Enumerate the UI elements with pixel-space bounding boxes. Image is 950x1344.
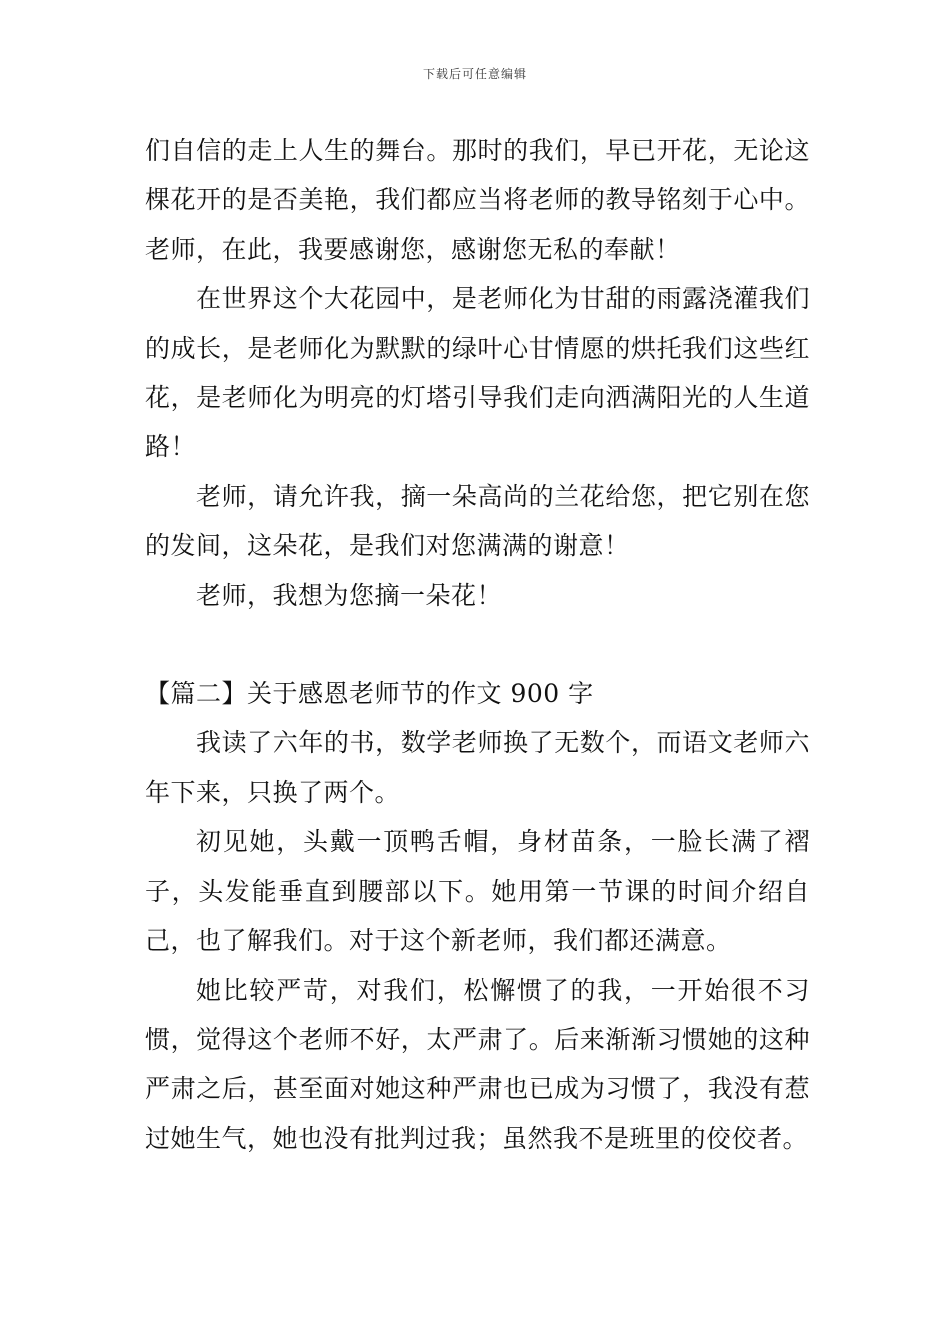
section-spacer bbox=[145, 620, 810, 669]
paragraph: 初见她，头戴一顶鸭舌帽，身材苗条，一脸长满了褶子，头发能垂直到腰部以下。她用第一节课的时间介绍自己，也了解我们。对于这个新老师，我们都还满意。 bbox=[145, 827, 810, 956]
paragraph: 们自信的走上人生的舞台。那时的我们，早已开花，无论这棵花开的是否美艳，我们都应当将老师的教导铭刻于心中。老师，在此，我要感谢您，感谢您无私的奉献！ bbox=[145, 136, 810, 264]
section-title: 【篇二】关于感恩老师节的作文 900 字 bbox=[145, 679, 594, 709]
paragraph: 老师，请允许我，摘一朵高尚的兰花给您，把它别在您的发间，这朵花，是我们对您满满的谢意！ bbox=[145, 481, 810, 561]
page-header: 下载后可任意编辑 bbox=[422, 67, 527, 81]
paragraph: 在世界这个大花园中，是老师化为甘甜的雨露浇灌我们的成长，是老师化为默默的绿叶心甘情愿的烘托我们这些红花，是老师化为明亮的灯塔引导我们走向洒满阳光的人生道路！ bbox=[145, 284, 810, 462]
document-body bbox=[145, 126, 810, 1163]
paragraph: 她比较严苛，对我们，松懈惯了的我，一开始很不习惯，觉得这个老师不好，太严肃了。后来渐渐习惯她的这种严肃之后，甚至面对她这种严肃也已成为习惯了，我没有惹过她生气，她也没有批判过我；虽然我不是班里的佼佼者。 bbox=[145, 975, 810, 1153]
paragraph: 老师，我想为您摘一朵花！ bbox=[196, 580, 503, 610]
paragraph: 我读了六年的书，数学老师换了无数个，而语文老师六年下来，只换了两个。 bbox=[145, 728, 810, 807]
